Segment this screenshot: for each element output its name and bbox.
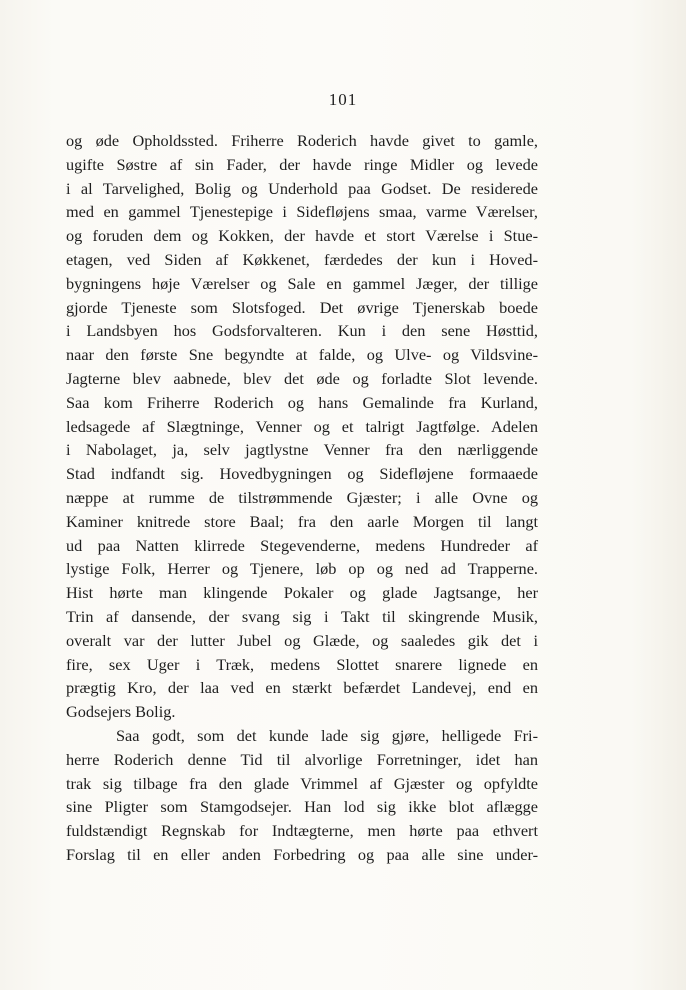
text-line: sine Pligter som Stamgodsejer. Han lod sig ikke blot aflægge (66, 797, 538, 817)
body-text (66, 129, 538, 867)
text-line: i Nabolaget, ja, selv jagtlystne Venner fra den nærliggende (66, 440, 538, 460)
text-line: i Landsbyen hos Godsforvalteren. Kun i den sene Høsttid, (66, 321, 538, 341)
text-line: fuldstændigt Regnskab for Indtægterne, men hørte paa ethvert (66, 821, 538, 841)
text-line: prægtig Kro, der laa ved en stærkt befærdet Landevej, end en (66, 678, 538, 698)
text-line: Forslag til en eller anden Forbedring og paa alle sine under- (66, 844, 538, 864)
text-line: overalt var der lutter Jubel og Glæde, og saaledes gik det i (66, 630, 538, 650)
text-line: ugifte Søstre af sin Fader, der havde ringe Midler og levede (66, 154, 538, 174)
text-line: gjorde Tjeneste som Slotsfoged. Det øvrige Tjenerskab boede (66, 297, 538, 317)
text-line: naar den første Sne begyndte at falde, og Ulve- og Vildsvine- (66, 345, 538, 365)
text-line: ud paa Natten klirrede Stegevenderne, medens Hundreder af (66, 535, 538, 555)
text-line: herre Roderich denne Tid til alvorlige Forretninger, idet han (66, 749, 538, 769)
text-line: Hist hørte man klingende Pokaler og glade Jagtsange, her (66, 583, 538, 603)
page-number: 101 (328, 90, 358, 109)
text-line: og foruden dem og Kokken, der havde et stort Værelse i Stue- (66, 226, 538, 246)
text-line: Godsejers Bolig. (66, 702, 176, 722)
text-line: etagen, ved Siden af Køkkenet, færdedes der kun i Hoved- (66, 249, 538, 269)
text-line: med en gammel Tjenestepige i Sidefløjens smaa, varme Værelser, (66, 202, 538, 222)
text-line: bygningens høje Værelser og Sale en gammel Jæger, der tillige (66, 273, 538, 293)
text-line: Jagterne blev aabnede, blev det øde og forladte Slot levende. (66, 368, 538, 388)
text-line: ledsagede af Slægtninge, Venner og et talrigt Jagtfølge. Adelen (66, 416, 538, 436)
text-line: næppe at rumme de tilstrømmende Gjæster; i alle Ovne og (66, 487, 538, 507)
text-line: trak sig tilbage fra den glade Vrimmel af Gjæster og opfyldte (66, 773, 538, 793)
text-line: lystige Folk, Herrer og Tjenere, løb op og ned ad Trapperne. (66, 559, 538, 579)
text-line: i al Tarvelighed, Bolig og Underhold paa Godset. De residerede (66, 178, 538, 198)
text-line: Trin af dansende, der svang sig i Takt til skingrende Musik, (66, 606, 538, 626)
text-line: Kaminer knitrede store Baal; fra den aarle Morgen til langt (66, 511, 538, 531)
text-line: og øde Opholdssted. Friherre Roderich havde givet to gamle, (66, 131, 538, 150)
text-line: Saa godt, som det kunde lade sig gjøre, helligede Fri- (116, 725, 538, 745)
text-line: fire, sex Uger i Træk, medens Slottet snarere lignede en (66, 654, 538, 674)
text-line: Stad indfandt sig. Hovedbygningen og Sidefløjene formaaede (66, 464, 538, 484)
text-line: Saa kom Friherre Roderich og hans Gemalinde fra Kurland, (66, 392, 538, 412)
